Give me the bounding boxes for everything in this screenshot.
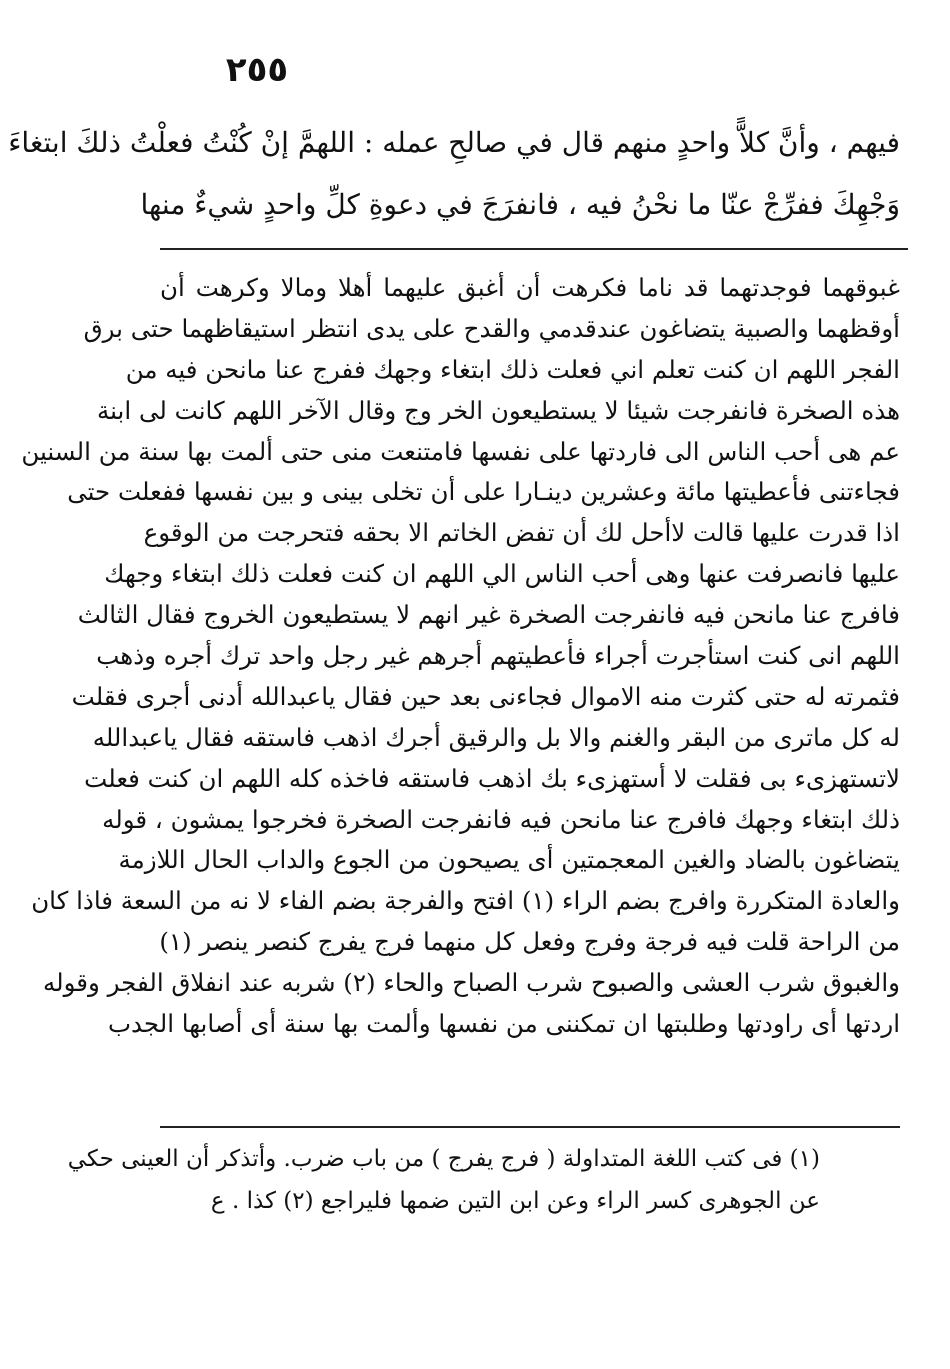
footnote-block: [67, 1138, 820, 1222]
commentary-line: ذلك ابتغاء وجهك فافرج عنا مانحن فيه فانفرجت الصخرة فخرجوا يمشون ، قوله: [102, 804, 900, 834]
commentary-line: الفجر اللهم ان كنت تعلم اني فعلت ذلك ابتغاء وجهك ففرج عنا مانحن فيه من: [125, 354, 900, 384]
page-number: ٢٥٥: [225, 50, 289, 90]
commentary-line: فثمرته له حتى كثرت منه الاموال فجاءنى بعد حين فقال ياعبدالله أدنى أجرى فقلت: [71, 681, 900, 711]
commentary-line: يتضاغون بالضاد والغين المعجمتين أى يصيحون من الجوع والداب الحال اللازمة: [118, 845, 900, 875]
commentary-line: عليها فانصرفت عنها وهى أحب الناس الي اللهم ان كنت فعلت ذلك ابتغاء وجهك: [104, 559, 900, 589]
footnote-rule: [160, 1126, 900, 1128]
commentary-line: اردتها أى راودتها وطلبتها ان تمكننى من نفسها وألمت بها سنة أى أصابها الجدب: [107, 1009, 900, 1039]
footnote-line: (١) فى كتب اللغة المتداولة ( فرج يفرج ) من باب ضرب. وأتذكر أن العينى حكي: [67, 1146, 820, 1172]
hadith-quote-block: [8, 112, 900, 236]
commentary-line: غبوقهما فوجدتهما قد ناما فكرهت أن أغبق عليهما أهلا ومالا وكرهت أن: [160, 273, 900, 302]
commentary-line: اللهم انى كنت استأجرت أجراء فأعطيتهم أجرهم غير رجل واحد ترك أجره وذهب: [96, 641, 900, 671]
commentary-line: هذه الصخرة فانفرجت شيئا لا يستطيعون الخر وج وقال الآخر اللهم كانت لى ابنة: [97, 395, 900, 425]
commentary-line: فجاءتنى فأعطيتها مائة وعشرين دينـارا على أن تخلى بينى و بين نفسها ففعلت حتى: [67, 477, 900, 507]
commentary-line: والغبوق شرب العشى والصبوح شرب الصباح والحاء (٢) شربه عند انفلاق الفجر وقوله: [43, 968, 900, 998]
commentary-line: أوقظهما والصبية يتضاغون عندقدمي والقدح على يدى انتظر استيقاظهما حتى برق: [83, 313, 900, 343]
commentary-line: من الراحة قلت فيه فرجة وفرج وفعل كل منهما فرج يفرج كنصر ينصر (١): [159, 927, 900, 957]
commentary-line: لاتستهزىء بى فقلت لا أستهزىء بك اذهب فاستقه فاخذه كله اللهم ان كنت فعلت: [84, 763, 900, 793]
commentary-line: له كل ماترى من البقر والغنم والا بل والرقيق أجرك اذهب فاستقه فقال ياعبدالله: [92, 722, 900, 752]
commentary-line: عم هى أحب الناس الى فاردتها على نفسها فامتنعت منى حتى ألمت بها سنة من السنين: [21, 436, 900, 466]
separator-rule: [160, 248, 908, 250]
commentary-line: والعادة المتكررة وافرج بضم الراء (١) افتح والفرجة بضم الفاء لا نه من السعة فاذا كان: [31, 886, 900, 916]
quote-line: فيهم ، وأنَّ كلاًّ واحدٍ منهم قال في صالحِ عمله : اللهمَّ إنْ كُنْتُ فعلْتُ ذلكَ ابتغاءَ: [8, 126, 900, 159]
quote-line: وَجْهِكَ ففرِّجْ عنّا ما نحْنُ فيه ، فانفرَجَ في دعوةِ كلِّ واحدٍ شيءٌ منها: [140, 188, 900, 221]
commentary-block: [21, 268, 900, 1045]
commentary-line: اذا قدرت عليها قالت لاأحل لك أن تفض الخاتم الا بحقه فتحرجت من الوقوع: [143, 518, 900, 548]
footnote-line: عن الجوهرى كسر الراء وعن ابن التين ضمها فليراجع (٢) كذا . ع: [210, 1188, 820, 1214]
commentary-line: فافرج عنا مانحن فيه فانفرجت الصخرة غير انهم لا يستطيعون الخروج فقال الثالث: [77, 600, 900, 630]
